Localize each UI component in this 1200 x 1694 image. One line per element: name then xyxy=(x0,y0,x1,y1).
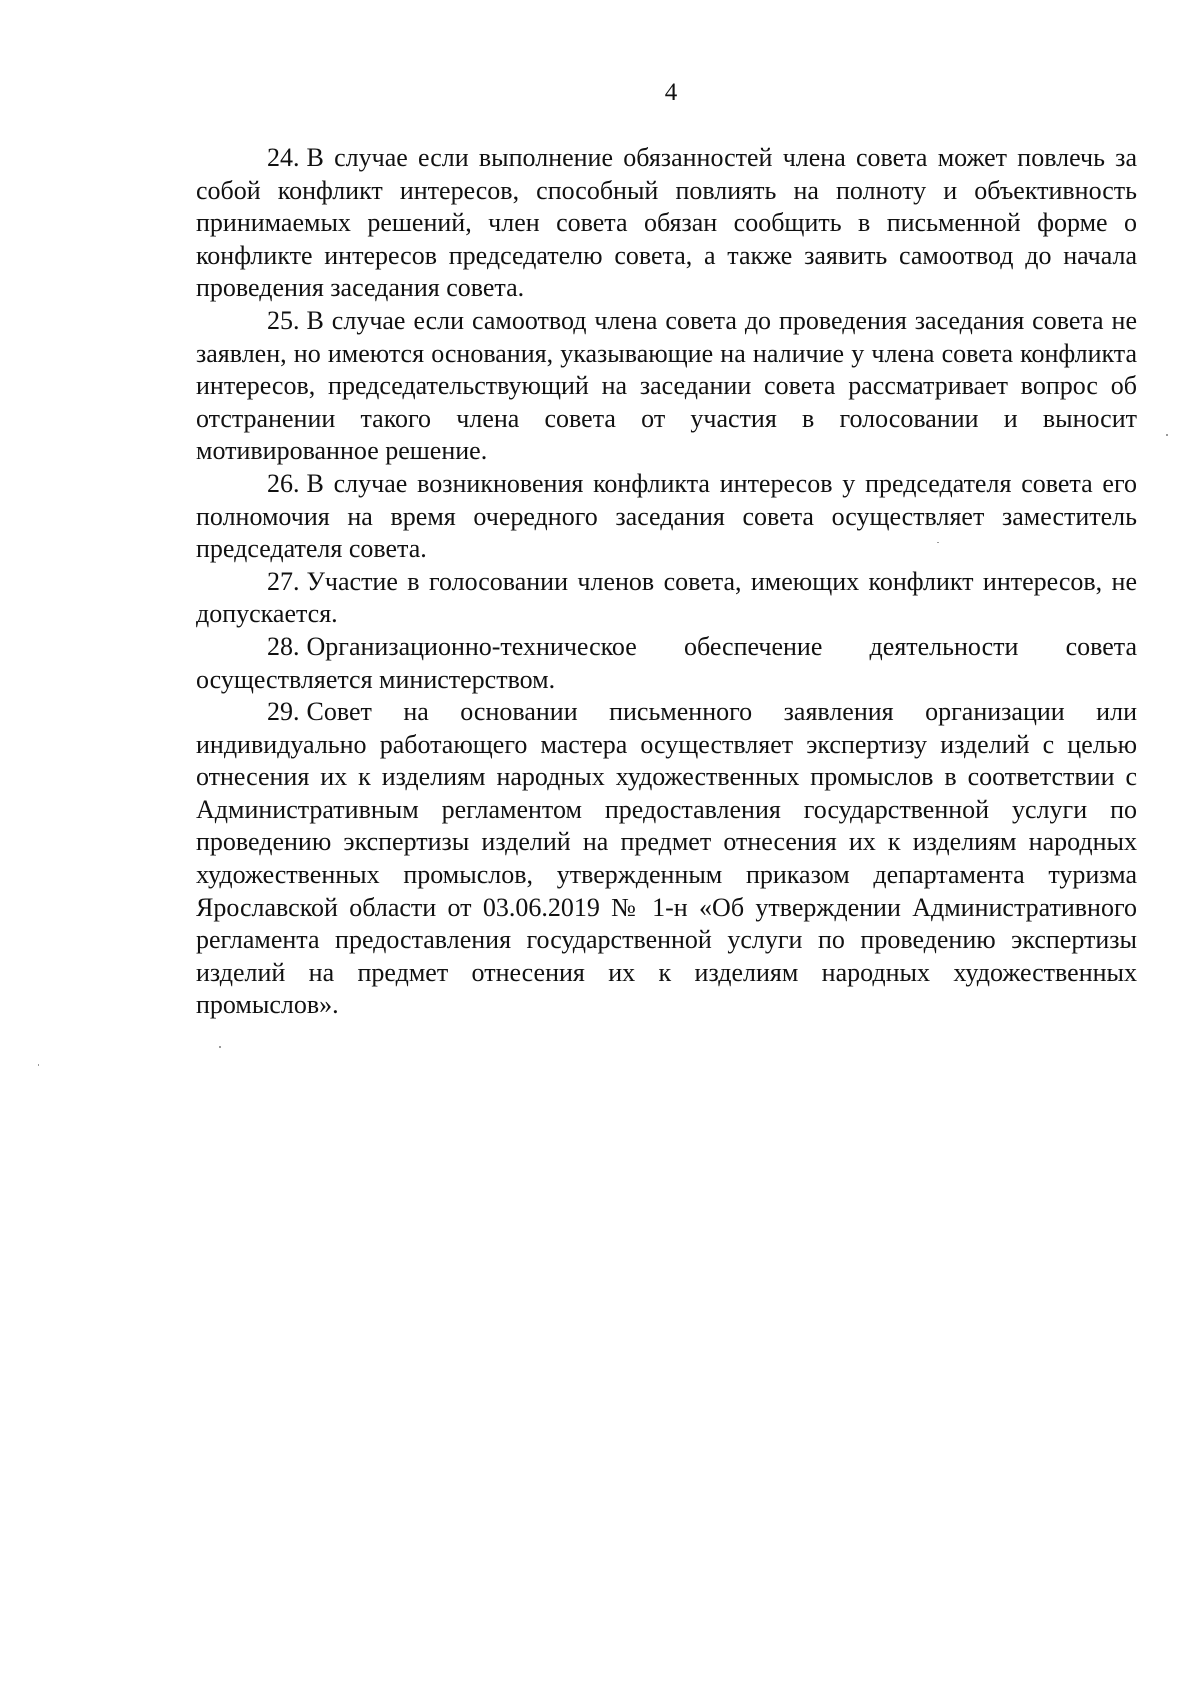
scan-speck xyxy=(937,542,939,543)
paragraph-text: Организационно-техническое обеспечение деятельности совета осуществляется министерством. xyxy=(196,631,1137,694)
paragraph-text: Совет на основании письменного заявления организации или индивидуально работающего мастера осуществляет экспертизу изделий с целью отнесения их к изделиям народных художественных промыслов в соответствии с Административным регламентом предоставления государственной услуги по проведению экспертизы изделий на предмет отнесения их к изделиям народных художественных промыслов, утвержденным приказом департамента туризма Ярославской области от 03.06.2019 № 1-н «Об утверждении Административного регламента предоставления государственной услуги по проведению экспертизы изделий на предмет отнесения их к изделиям народных художественных промыслов». xyxy=(196,697,1137,1020)
paragraph-26 xyxy=(196,468,1137,566)
paragraph-number: 26. xyxy=(267,468,300,498)
paragraph-28 xyxy=(196,631,1137,696)
paragraph-number: 25. xyxy=(267,305,300,335)
paragraph-number: 24. xyxy=(267,143,300,172)
paragraph-number: 29. xyxy=(267,697,300,727)
paragraph-text: В случае если выполнение обязанностей члена совета может повлечь за собой конфликт интересов, способный повлиять на полноту и объективность принимаемых решений, член совета обязан сообщить в письменной форме о конфликте интересов председателю совета, а также заявить самоотвод до начала проведения заседания совета. xyxy=(196,143,1137,303)
paragraph-text: Участие в голосовании членов совета, имеющих конфликт интересов, не допускается. xyxy=(196,566,1137,629)
paragraph-25 xyxy=(196,305,1137,468)
page-number: 4 xyxy=(664,79,678,106)
paragraph-number: 28. xyxy=(267,631,300,661)
paragraph-29 xyxy=(196,696,1137,1022)
scan-speck xyxy=(38,1064,39,1066)
document-body xyxy=(196,142,1137,1022)
paragraph-27 xyxy=(196,566,1137,631)
paragraph-text: В случае возникновения конфликта интересов у председателя совета его полномочия на время очередного заседания совета осуществляет заместитель председателя совета. xyxy=(196,468,1137,564)
scan-speck xyxy=(1166,434,1168,436)
scan-speck xyxy=(219,1046,221,1048)
paragraph-text: В случае если самоотвод члена совета до проведения заседания совета не заявлен, но имеются основания, указывающие на наличие у члена совета конфликта интересов, председательствующий на заседании совета рассматривает вопрос об отстранении такого члена совета от участия в голосовании и выносит мотивированное решение. xyxy=(196,305,1137,466)
paragraph-24 xyxy=(196,142,1137,305)
paragraph-number: 27. xyxy=(267,566,300,596)
